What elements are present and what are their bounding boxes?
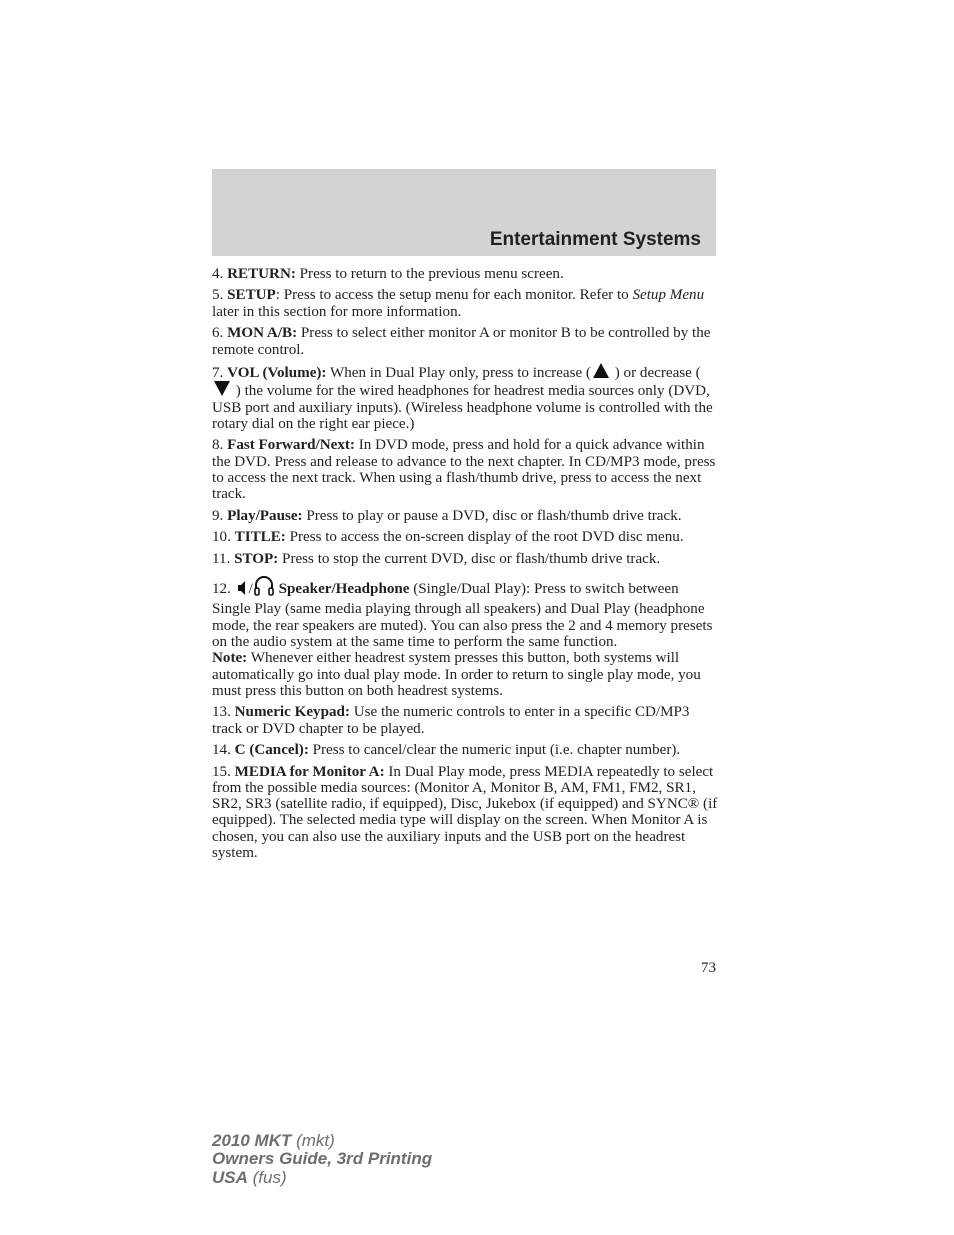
- section-title: Entertainment Systems: [489, 229, 701, 250]
- footer-line-guide: Owners Guide, 3rd Printing: [212, 1149, 433, 1169]
- arrow-down-icon: [214, 381, 230, 396]
- page-number: 73: [700, 960, 716, 976]
- list-item-numeric-keypad: 13. Numeric Keypad: Use the numeric controls to enter in a specific CD/MP3 track or DVD chapter to be played.: [212, 704, 690, 737]
- arrow-up-icon: [593, 363, 609, 378]
- list-item-volume: 7. VOL (Volume): When in Dual Play only, press to increase ( ) or decrease ( ) the volume for the wired headphones for headrest media sources only (DVD, USB port and auxiliary inputs). (Wireless headphone volume is controlled with the rotary dial on the right ear piece.): [212, 365, 713, 432]
- footer-line-model: 2010 MKT (mkt): [212, 1131, 335, 1150]
- list-item-play-pause: 9. Play/Pause: Press to play or pause a DVD, disc or flash/thumb drive track.: [212, 507, 682, 524]
- page-content: [212, 266, 718, 867]
- list-item-title: 10. TITLE: Press to access the on-screen display of the root DVD disc menu.: [212, 529, 684, 546]
- list-item-media-monitor-a: 15. MEDIA for Monitor A: In Dual Play mode, press MEDIA repeatedly to select from the possible media sources: (Monitor A, Monitor B, AM, FM1, FM2, SR1, SR2, SR3 (satellite radio, if equipped), Disc, Jukebox (if equipped) and SYNC® (if equipped). The selected media type will display on the screen. When Monitor A is chosen, you can also use the auxiliary inputs and the USB port on the headrest system.: [212, 763, 718, 862]
- speaker-icon: [235, 579, 249, 601]
- list-item-mon-ab: 6. MON A/B: Press to select either monitor A or monitor B to be controlled by the remote control.: [212, 325, 711, 358]
- footer-line-region: USA (fus): [212, 1167, 287, 1187]
- note-paragraph: Note: Whenever either headrest system presses this button, both systems will automatically go into dual play mode. In order to return to single play mode, you must press this button on both headrest systems.: [212, 650, 701, 699]
- list-item-setup: 5. SETUP: Press to access the setup menu for each monitor. Refer to Setup Menu later in this section for more information.: [212, 287, 705, 320]
- setup-menu-reference: Setup Menu: [632, 287, 705, 304]
- list-item-fast-forward: 8. Fast Forward/Next: In DVD mode, press and hold for a quick advance within the DVD. Press and release to advance to the next chapter. In CD/MP3 mode, press to access the next track. When using a flash/thumb drive, press to access the next track.: [212, 437, 716, 503]
- list-item-cancel: 14. C (Cancel): Press to cancel/clear the numeric input (i.e. chapter number).: [212, 742, 681, 759]
- list-item-stop: 11. STOP: Press to stop the current DVD, disc or flash/thumb drive track.: [212, 550, 661, 567]
- list-item-speaker-headphone: 12. / Speaker/Headphone (Single/Dual Play): Press to switch between Single Play (same media playing through all speakers) and Dual Play (headphone mode, the rear speakers are muted). You can also press the 2 and 4 memory presets on the audio system at the same time to perform the same function.: [212, 575, 718, 650]
- footer: [212, 1132, 432, 1187]
- section-header: [212, 169, 716, 256]
- list-item-return: 4. RETURN: Press to return to the previous menu screen.: [212, 266, 564, 282]
- headphone-icon: [253, 575, 275, 601]
